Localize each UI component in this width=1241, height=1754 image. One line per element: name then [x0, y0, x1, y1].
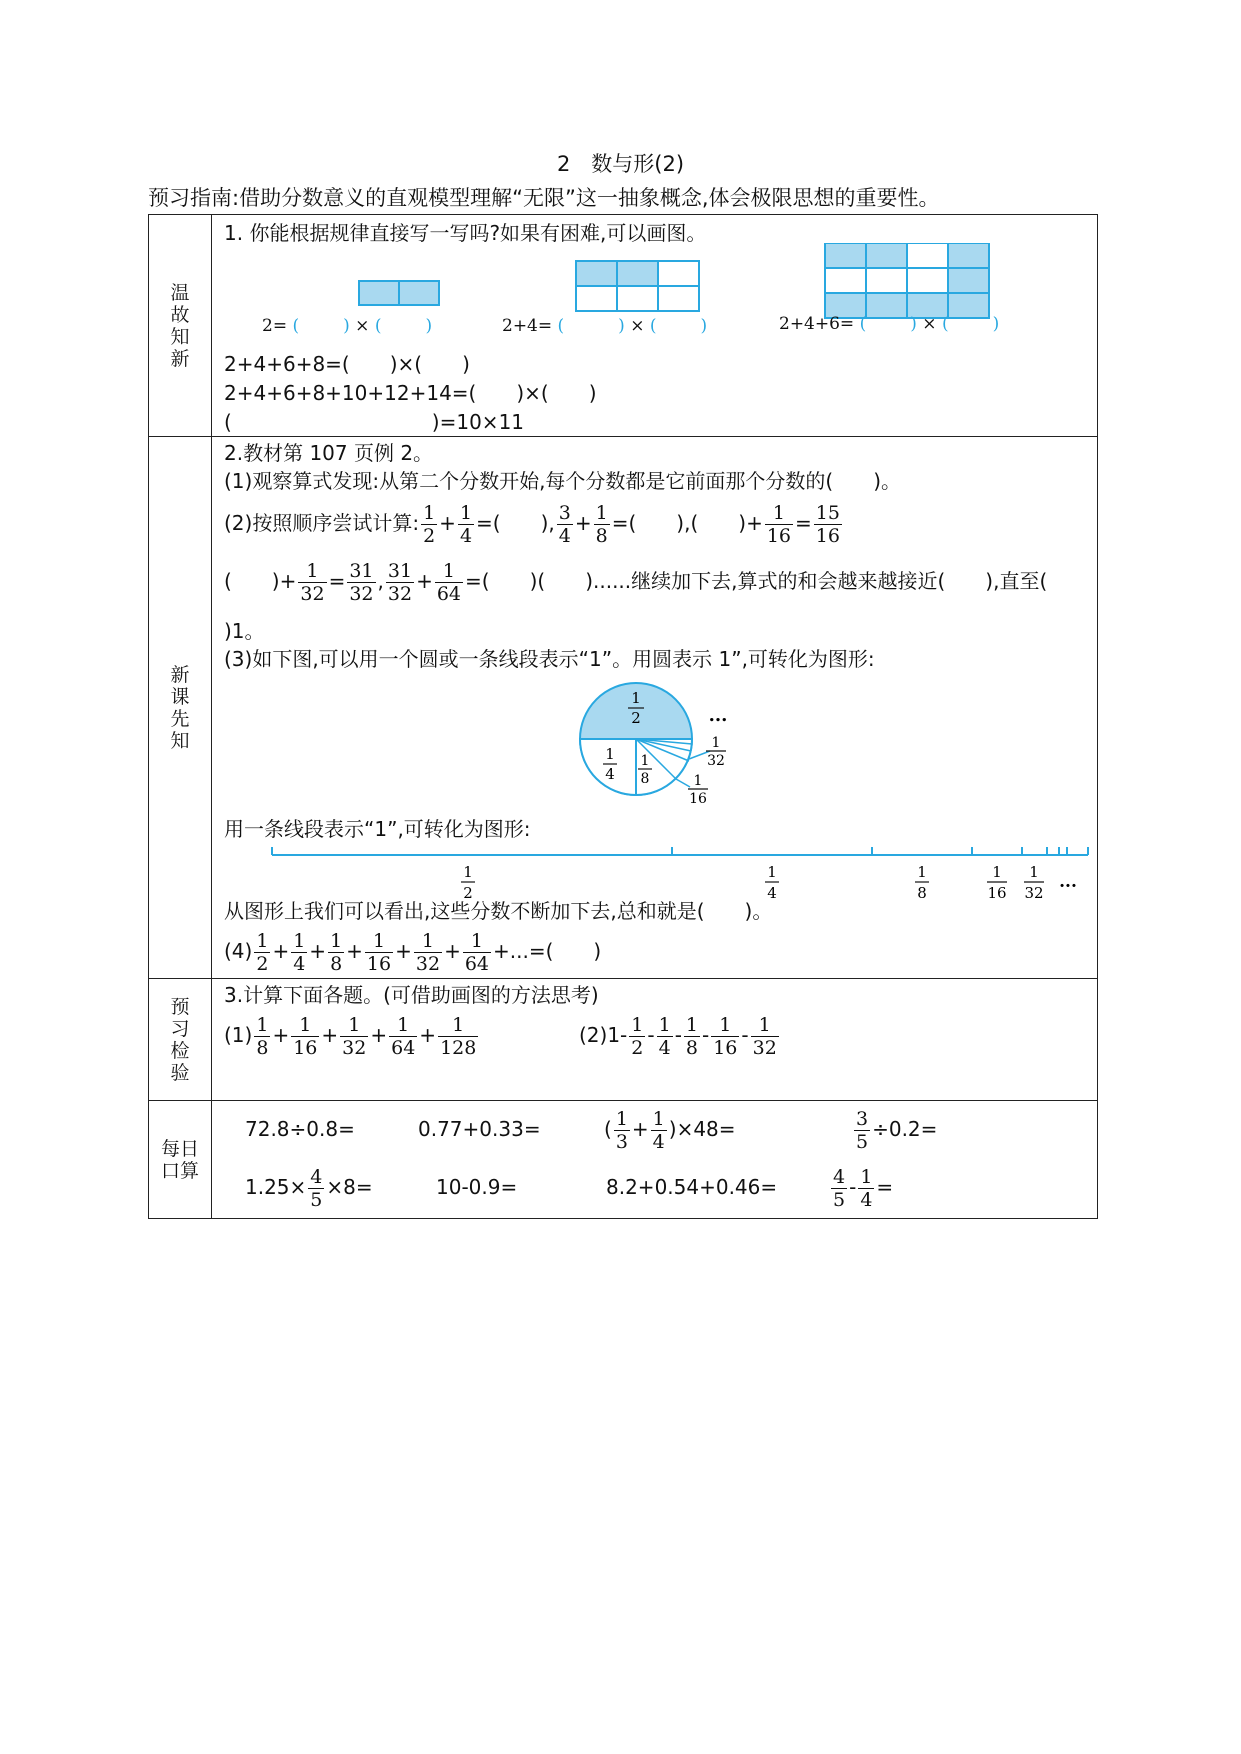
seg-label-1-32-d: 32 — [1024, 884, 1044, 902]
q2-4: (4) $\frac{1}{2}$ + $\frac{1}{4}$ + $\frac{1}{8}$ + $\frac{1}{16}$ + $\frac{1}{32}$ + $\frac{1}{64}$ +...=( ) — [224, 930, 602, 975]
paren: ) — [343, 316, 350, 336]
circle-diagram — [572, 675, 772, 815]
review-label-text: 温故知新 — [170, 281, 190, 370]
seg-label-1-2-n: 1 — [463, 863, 473, 881]
frac-1-8: $\frac{1}{8}$ — [330, 930, 343, 975]
circle-label-1-2-n: 1 — [631, 689, 641, 707]
q2-2-cont: ( )+ $\frac{1}{32}$ = $\frac{31}{32}$ , $\frac{31}{32}$ + $\frac{1}{64}$ =( )( )......继续加下去,算式的和会越来越接近( ),直至( — [224, 560, 1048, 605]
seg-label-1-2-d: 2 — [463, 884, 473, 902]
frac-1-64: $\frac{1}{64}$ — [391, 1014, 416, 1059]
circle-ellipsis: ... — [708, 705, 728, 726]
frac-1-16: $\frac{1}{16}$ — [293, 1014, 318, 1059]
seg-label-1-32-n: 1 — [1029, 863, 1039, 881]
frac-1-4: $\frac{1}{4}$ — [293, 930, 306, 975]
q3-2: (2)1- $\frac{1}{2}$ - $\frac{1}{4}$ - $\frac{1}{8}$ - $\frac{1}{16}$ - $\frac{1}{32}$ — [579, 1014, 777, 1059]
line-10x11: ( )=10×11 — [224, 410, 525, 434]
seg-label-1-8-d: 8 — [917, 884, 927, 902]
daily-e8: $\frac{4}{5}$ - $\frac{1}{4}$ = — [833, 1166, 894, 1211]
frac-1-16: $\frac{1}{16}$ — [766, 502, 792, 547]
seg-label-1-16-n: 1 — [992, 863, 1002, 881]
frac-3-4: $\frac{3}{4}$ — [558, 502, 571, 547]
line-sum-14: 2+4+6+8+10+12+14=( )×( ) — [224, 381, 597, 405]
frac-15-16: $\frac{15}{16}$ — [815, 502, 840, 547]
frac-3-5: $\frac{3}{5}$ — [856, 1108, 869, 1153]
circle-label-1-4-d: 4 — [605, 765, 615, 783]
circle-label-1-2-d: 2 — [631, 709, 641, 727]
circle-label-1-8-n: 1 — [640, 753, 650, 769]
q2-3: (3)如下图,可以用一个圆或一条线段表示“1”。用圆表示 1”,可转化为图形: — [224, 647, 875, 671]
daily-e2: 0.77+0.33= — [418, 1117, 541, 1141]
circle-label-1-16-n: 1 — [693, 773, 703, 789]
daily-cell — [212, 1101, 1098, 1219]
paren: ( — [649, 316, 657, 336]
q2-2-prefix: (2)按照顺序尝试计算: — [224, 511, 420, 535]
circle-label-1-32-d: 32 — [707, 753, 725, 769]
seg-label-1-16-d: 16 — [987, 884, 1007, 902]
times-sign: × — [630, 316, 645, 336]
frac-1-4: $\frac{1}{4}$ — [459, 502, 473, 547]
page-title: 2 数与形(2) — [556, 152, 685, 176]
frac-1-4: $\frac{1}{4}$ — [860, 1166, 873, 1211]
seg-label-1-4-d: 4 — [767, 884, 777, 902]
frac-1-8: $\frac{1}{8}$ — [256, 1014, 269, 1059]
circle-label-1-8-d: 8 — [640, 771, 650, 787]
frac-1-4: $\frac{1}{4}$ — [652, 1108, 665, 1153]
frac-4-5: $\frac{4}{5}$ — [310, 1166, 323, 1211]
frac-31-32: $\frac{31}{32}$ — [387, 560, 413, 605]
label-newlesson — [149, 437, 212, 979]
times-sign: × — [355, 316, 370, 336]
q2-2-wrap: )1。 — [224, 619, 265, 643]
pattern-2-expr: 2+4= — [502, 316, 553, 336]
paren: ) — [910, 314, 917, 334]
frac-1-32: $\frac{1}{32}$ — [342, 1014, 367, 1059]
grid-3x4 — [825, 243, 989, 318]
paren: ( — [941, 314, 949, 334]
worksheet-table — [148, 214, 1098, 1219]
frac-31-32: $\frac{31}{32}$ — [349, 560, 374, 605]
q2-1: (1)观察算式发现:从第二个分数开始,每个分数都是它前面那个分数的( )。 — [224, 469, 902, 493]
pattern-2 — [502, 312, 707, 340]
paren: ( — [859, 314, 867, 334]
paren: ( — [557, 316, 565, 336]
frac-1-3: $\frac{1}{3}$ — [615, 1108, 628, 1153]
rect-diagrams — [212, 243, 1100, 363]
frac-1-2: $\frac{1}{2}$ — [256, 930, 269, 975]
frac-1-32: $\frac{1}{32}$ — [415, 930, 441, 975]
daily-e5: 1.25× $\frac{4}{5}$ ×8= — [245, 1166, 373, 1211]
label-review — [149, 215, 212, 437]
q1-text: 1. 你能根据规律直接写一写吗?如果有困难,可以画图。 — [224, 221, 707, 245]
frac-1-8: $\frac{1}{8}$ — [595, 502, 608, 547]
paren: ) — [618, 316, 625, 336]
conclusion: 从图形上我们可以看出,这些分数不断加下去,总和就是( )。 — [224, 899, 773, 923]
q2-text: 2.教材第 107 页例 2。 — [224, 441, 434, 465]
review-cell — [212, 215, 1098, 437]
grid-2 — [359, 281, 439, 305]
frac-1-32: $\frac{1}{32}$ — [752, 1014, 777, 1059]
daily-e7: 8.2+0.54+0.46= — [606, 1175, 778, 1199]
frac-1-128: $\frac{1}{128}$ — [440, 1014, 477, 1059]
frac-1-2: $\frac{1}{2}$ — [631, 1014, 644, 1059]
q3-text: 3.计算下面各题。(可借助画图的方法思考) — [224, 983, 599, 1007]
q3-1: (1) $\frac{1}{8}$ + $\frac{1}{16}$ + $\frac{1}{32}$ + $\frac{1}{64}$ + $\frac{1}{128}$ — [224, 1014, 477, 1059]
label-check — [149, 979, 212, 1101]
frac-1-8: $\frac{1}{8}$ — [685, 1014, 698, 1059]
daily-e4: $\frac{3}{5}$ ÷0.2= — [856, 1108, 938, 1153]
frac-1-32: $\frac{1}{32}$ — [300, 560, 325, 605]
frac-1-64: $\frac{1}{64}$ — [436, 560, 462, 605]
daily-e6: 10-0.9= — [436, 1175, 518, 1199]
seg-label-1-4-n: 1 — [767, 863, 777, 881]
newlesson-label-text: 新课先知 — [170, 663, 190, 752]
seg-label-1-8-n: 1 — [917, 863, 927, 881]
paren: ) — [992, 314, 1000, 334]
line-2-4-6-8: 2+4+6+8=( )×( ) — [224, 352, 470, 376]
frac-1-64: $\frac{1}{64}$ — [464, 930, 490, 975]
seg-ellipsis: ... — [1059, 872, 1077, 892]
frac-1-16: $\frac{1}{16}$ — [366, 930, 392, 975]
frac-1-4: $\frac{1}{4}$ — [658, 1014, 671, 1059]
circle-label-1-16-d: 16 — [689, 791, 707, 807]
paren: ( — [292, 316, 300, 336]
daily-label-text: 每日口算 — [160, 1137, 199, 1182]
daily-e1: 72.8÷0.8= — [245, 1117, 355, 1141]
line-intro: 用一条线段表示“1”,可转化为图形: — [224, 817, 531, 841]
pattern-3 — [779, 310, 999, 338]
q2-2: (2)按照顺序尝试计算: $\frac{1}{2}$ + $\frac{1}{4}$ =( ), $\frac{3}{4}$ + $\frac{1}{8}$ =( ),( )+ $\frac{1}{16}$ = $\frac{15}{16}$ — [224, 502, 840, 547]
newlesson-cell — [212, 437, 1098, 979]
paren: ) — [425, 316, 433, 336]
frac-4-5: $\frac{4}{5}$ — [833, 1166, 846, 1211]
circle-label-1-32-n: 1 — [711, 735, 721, 751]
preview-guide: 预习指南:借助分数意义的直观模型理解“无限”这一抽象概念,体会极限思想的重要性。 — [148, 186, 940, 210]
paren: ) — [700, 316, 708, 336]
pattern-1-expr: 2= — [262, 316, 288, 336]
pattern-3-expr: 2+4+6= — [779, 314, 855, 334]
label-daily — [149, 1101, 212, 1219]
daily-e3: ( $\frac{1}{3}$ + $\frac{1}{4}$ )×48= — [604, 1108, 736, 1153]
frac-1-16: $\frac{1}{16}$ — [713, 1014, 738, 1059]
frac-1-2: $\frac{1}{2}$ — [423, 502, 436, 547]
segment-diagram — [262, 841, 1142, 905]
check-cell — [212, 979, 1098, 1101]
circle-label-1-4-n: 1 — [605, 745, 615, 763]
check-label-text: 预习检验 — [170, 995, 190, 1084]
pattern-1 — [262, 312, 432, 340]
paren: ( — [374, 316, 382, 336]
grid-2x3 — [576, 261, 699, 311]
times-sign: × — [922, 314, 937, 334]
